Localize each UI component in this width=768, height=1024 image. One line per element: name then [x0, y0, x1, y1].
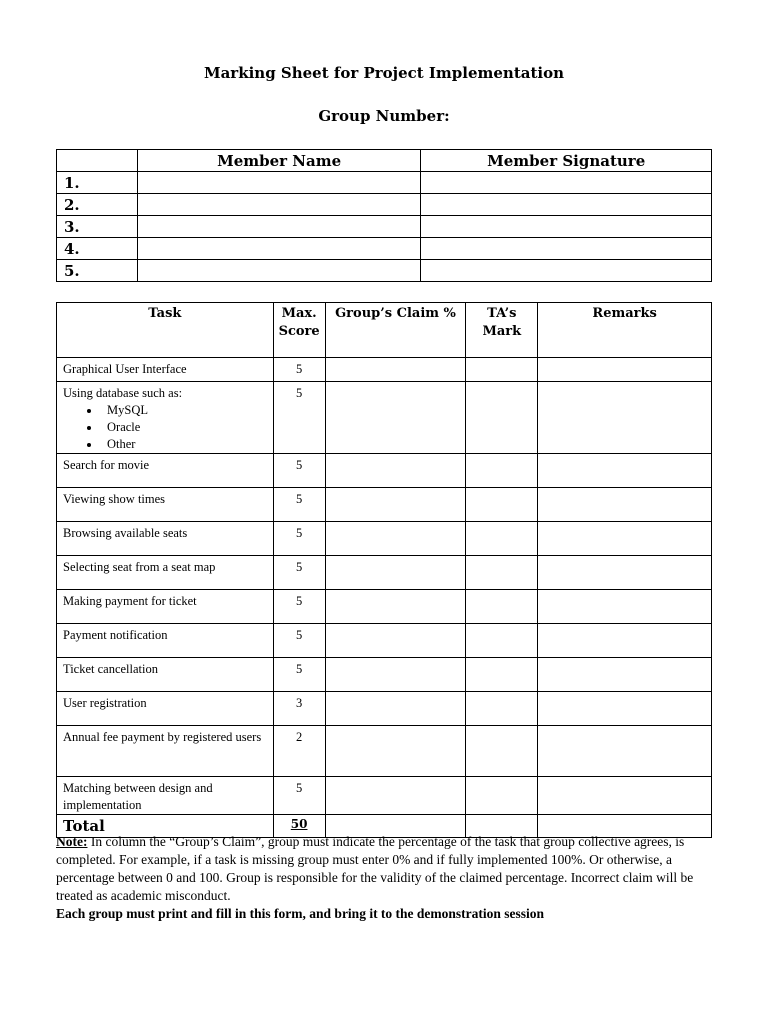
remarks-cell[interactable]	[538, 358, 712, 382]
ta-mark-cell[interactable]	[466, 692, 538, 726]
total-label: Total	[57, 815, 274, 838]
note-text: In column the “Group’s Claim”, group must indicate the percentage of the task that group collective agrees, is completed. For example, if a task is missing group must enter 0% and if fully implemented 100%. Or otherwise, a percentage between 0 and 100. Group is responsible for the validity of the claimed percentage. Incorrect claim will be treated as academic misconduct.	[56, 834, 694, 903]
members-header-row	[57, 150, 712, 172]
list-item: • MySQL	[101, 402, 267, 419]
note-label: Note:	[56, 834, 88, 849]
member-name-cell[interactable]	[137, 260, 421, 282]
member-row	[57, 194, 712, 216]
group-number-label: Group Number:	[318, 107, 450, 125]
task-name: Annual fee payment by registered users	[57, 726, 274, 777]
max-score-header: Max. Score	[273, 303, 325, 358]
remarks-cell[interactable]	[538, 624, 712, 658]
max-score-value: 5	[273, 624, 325, 658]
claim-cell[interactable]	[325, 658, 466, 692]
max-score-value: 5	[273, 658, 325, 692]
task-name: Payment notification	[57, 624, 274, 658]
task-row	[57, 454, 712, 488]
task-name-cell	[57, 382, 274, 454]
ta-mark-cell[interactable]	[466, 382, 538, 454]
ta-mark-cell[interactable]	[466, 777, 538, 815]
remarks-header: Remarks	[538, 303, 712, 358]
task-name: Graphical User Interface	[57, 358, 274, 382]
database-options-list	[63, 402, 267, 453]
task-name: Matching between design and implementation	[57, 777, 274, 815]
member-row	[57, 172, 712, 194]
task-row	[57, 777, 712, 815]
claim-cell[interactable]	[325, 454, 466, 488]
remarks-cell[interactable]	[538, 382, 712, 454]
claim-cell[interactable]	[325, 624, 466, 658]
remarks-cell[interactable]	[538, 658, 712, 692]
member-number: 5.	[57, 260, 138, 282]
member-name-cell[interactable]	[137, 216, 421, 238]
member-signature-cell[interactable]	[421, 216, 712, 238]
max-score-value: 5	[273, 488, 325, 522]
note-section	[56, 833, 696, 923]
tasks-table	[56, 302, 712, 838]
task-name: Search for movie	[57, 454, 274, 488]
task-name: Ticket cancellation	[57, 658, 274, 692]
claim-cell[interactable]	[325, 358, 466, 382]
max-score-value: 5	[273, 382, 325, 454]
ta-mark-cell[interactable]	[466, 658, 538, 692]
member-row	[57, 238, 712, 260]
task-row	[57, 692, 712, 726]
groups-claim-header: Group’s Claim %	[325, 303, 466, 358]
max-score-value: 3	[273, 692, 325, 726]
claim-cell[interactable]	[325, 692, 466, 726]
task-row	[57, 522, 712, 556]
remarks-cell[interactable]	[538, 777, 712, 815]
ta-mark-cell[interactable]	[466, 358, 538, 382]
claim-cell[interactable]	[325, 590, 466, 624]
max-score-value: 5	[273, 358, 325, 382]
note-instruction: Each group must print and fill in this form, and bring it to the demonstration session	[56, 906, 545, 921]
member-number: 3.	[57, 216, 138, 238]
max-score-value: 5	[273, 590, 325, 624]
remarks-cell[interactable]	[538, 556, 712, 590]
members-header-blank	[57, 150, 138, 172]
page-title: Marking Sheet for Project Implementation	[203, 64, 565, 82]
member-name-cell[interactable]	[137, 238, 421, 260]
member-signature-cell[interactable]	[421, 260, 712, 282]
member-signature-cell[interactable]	[421, 238, 712, 260]
task-name: Viewing show times	[57, 488, 274, 522]
task-row	[57, 658, 712, 692]
remarks-cell[interactable]	[538, 692, 712, 726]
ta-mark-cell[interactable]	[466, 590, 538, 624]
member-row	[57, 216, 712, 238]
list-item: • Other	[101, 436, 267, 453]
member-signature-cell[interactable]	[421, 194, 712, 216]
task-name: Selecting seat from a seat map	[57, 556, 274, 590]
remarks-cell[interactable]	[538, 590, 712, 624]
max-score-value: 2	[273, 726, 325, 777]
task-name: Browsing available seats	[57, 522, 274, 556]
total-value: 50	[273, 815, 325, 838]
task-name: User registration	[57, 692, 274, 726]
members-table	[56, 149, 712, 282]
member-signature-cell[interactable]	[421, 172, 712, 194]
ta-mark-cell[interactable]	[466, 454, 538, 488]
task-row	[57, 624, 712, 658]
claim-cell[interactable]	[325, 556, 466, 590]
claim-cell[interactable]	[325, 726, 466, 777]
claim-cell[interactable]	[325, 488, 466, 522]
claim-cell[interactable]	[325, 777, 466, 815]
member-name-cell[interactable]	[137, 172, 421, 194]
member-number: 1.	[57, 172, 138, 194]
claim-cell[interactable]	[325, 522, 466, 556]
ta-mark-cell[interactable]	[466, 556, 538, 590]
remarks-cell[interactable]	[538, 522, 712, 556]
task-header: Task	[57, 303, 274, 358]
task-row	[57, 556, 712, 590]
task-row	[57, 382, 712, 454]
ta-mark-header: TA’s Mark	[466, 303, 538, 358]
task-row	[57, 590, 712, 624]
ta-mark-cell[interactable]	[466, 624, 538, 658]
ta-mark-cell[interactable]	[466, 488, 538, 522]
task-name: Using database such as:	[63, 386, 183, 400]
task-row	[57, 358, 712, 382]
member-name-header: Member Name	[137, 150, 421, 172]
max-score-value: 5	[273, 522, 325, 556]
task-name: Making payment for ticket	[57, 590, 274, 624]
task-row	[57, 726, 712, 777]
list-item: • Oracle	[101, 419, 267, 436]
max-score-value: 5	[273, 777, 325, 815]
max-score-value: 5	[273, 556, 325, 590]
remarks-cell[interactable]	[538, 488, 712, 522]
member-row	[57, 260, 712, 282]
member-number: 2.	[57, 194, 138, 216]
member-name-cell[interactable]	[137, 194, 421, 216]
remarks-cell[interactable]	[538, 726, 712, 777]
claim-cell[interactable]	[325, 382, 466, 454]
ta-mark-cell[interactable]	[466, 726, 538, 777]
member-signature-header: Member Signature	[421, 150, 712, 172]
max-score-value: 5	[273, 454, 325, 488]
remarks-cell[interactable]	[538, 454, 712, 488]
ta-mark-cell[interactable]	[466, 522, 538, 556]
task-row	[57, 488, 712, 522]
member-number: 4.	[57, 238, 138, 260]
tasks-header-row	[57, 303, 712, 358]
